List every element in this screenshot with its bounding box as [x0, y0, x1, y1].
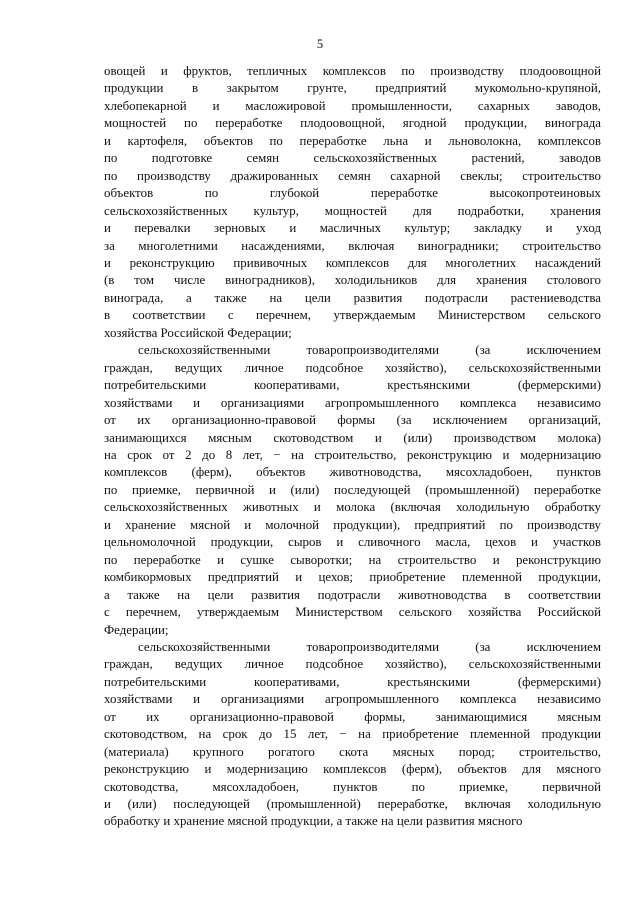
text-line: реконструкцию и модернизацию комплексов (ферм), объектов для мясного [104, 762, 601, 777]
text-line: и хранение мясной и молочной продукции), предприятий по производству [104, 517, 601, 532]
text-line: занимающихся мясным скотоводством и (или) производством молока) [104, 430, 601, 445]
text-line: Федерации; [104, 622, 169, 637]
text-line: комбикормовых предприятий и цехов; приобретение племенной продукции, [104, 570, 601, 585]
text-line: по переработке и сушке сыворотки; на строительство и реконструкцию [104, 552, 601, 567]
text-line: хозяйства Российской Федерации; [104, 325, 292, 340]
text-line: граждан, ведущих личное подсобное хозяйство), сельскохозяйственными [104, 657, 601, 672]
text-line: граждан, ведущих личное подсобное хозяйство), сельскохозяйственными [104, 360, 601, 375]
document-body [104, 63, 601, 831]
page-number: 5 [316, 37, 324, 51]
text-line: по приемке, первичной и (или) последующей (промышленной) переработке [104, 482, 601, 497]
paragraph-beef-cattle [104, 639, 601, 831]
text-line: хлебопекарной и масложировой промышленности, сахарных заводов, [104, 98, 601, 113]
text-line: (материала) крупного рогатого скота мясных пород; строительство, [104, 744, 601, 759]
text-line: и картофеля, объектов по переработке льна и льноволокна, комплексов [104, 133, 601, 148]
text-line: мощностей по переработке плодоовощной, ягодной продукции, винограда [104, 116, 601, 131]
text-line: обработку и хранение мясной продукции, а также на цели развития мясного [104, 814, 523, 829]
text-line: от их организационно-правовой формы (за исключением организаций, [104, 413, 601, 428]
text-line: сельскохозяйственными товаропроизводителями (за исключением [138, 343, 601, 358]
text-line: с перечнем, утверждаемым Министерством сельского хозяйства Российской [104, 605, 601, 620]
text-line: на срок от 2 до 8 лет, − на строительство, реконструкцию и модернизацию [104, 447, 601, 462]
text-line: продукции в закрытом грунте, предприятий мукомольно-крупяной, [104, 81, 601, 96]
text-line: цельномолочной продукции, сыров и сливочного масла, цехов и участков [104, 535, 601, 550]
text-line: сельскохозяйственными товаропроизводителями (за исключением [138, 639, 601, 654]
text-line: скотоводством, на срок до 15 лет, − на приобретение племенной продукции [104, 727, 601, 742]
text-line: сельскохозяйственных животных и молока (включая холодильную обработку [104, 500, 601, 515]
text-line: по производству дражированных семян сахарной свеклы; строительство [104, 168, 601, 183]
text-line: (в том числе виноградников), холодильников для хранения столового [104, 273, 601, 288]
paragraph-livestock [104, 342, 601, 639]
text-line: хозяйствами и организациями агропромышленного комплекса независимо [104, 395, 601, 410]
text-line: комплексов (ферм), объектов животноводства, мясохладобоен, пунктов [104, 465, 601, 480]
text-line: объектов по глубокой переработке высокопротеиновых [104, 186, 601, 201]
text-line: потребительскими кооперативами, крестьянскими (фермерскими) [104, 378, 601, 393]
text-line: хозяйствами и организациями агропромышленного комплекса независимо [104, 692, 601, 707]
text-line: и перевалки зерновых и масличных культур; закладку и уход [104, 221, 601, 236]
text-line: потребительскими кооперативами, крестьянскими (фермерскими) [104, 674, 601, 689]
text-line: скотоводства, мясохладобоен, пунктов по приемке, первичной [104, 779, 601, 794]
text-line: и реконструкцию прививочных комплексов для многолетних насаждений [104, 255, 601, 270]
text-line: за многолетними насаждениями, включая виноградники; строительство [104, 238, 601, 253]
text-line: овощей и фруктов, тепличных комплексов по производству плодоовощной [104, 64, 601, 78]
text-line: а также на цели развития подотрасли животноводства в соответствии [104, 587, 601, 602]
text-line: винограда, а также на цели развития подотрасли растениеводства [104, 290, 601, 305]
text-line: сельскохозяйственных культур, мощностей для подработки, хранения [104, 203, 601, 218]
text-line: по подготовке семян сельскохозяйственных растений, заводов [104, 151, 601, 166]
paragraph-crop-production [104, 63, 601, 342]
text-line: от их организационно-правовой формы, занимающимися мясным [104, 709, 601, 724]
text-line: и (или) последующей (промышленной) переработке, включая холодильную [104, 797, 601, 812]
text-line: в соответствии с перечнем, утверждаемым Министерством сельского [104, 308, 601, 323]
